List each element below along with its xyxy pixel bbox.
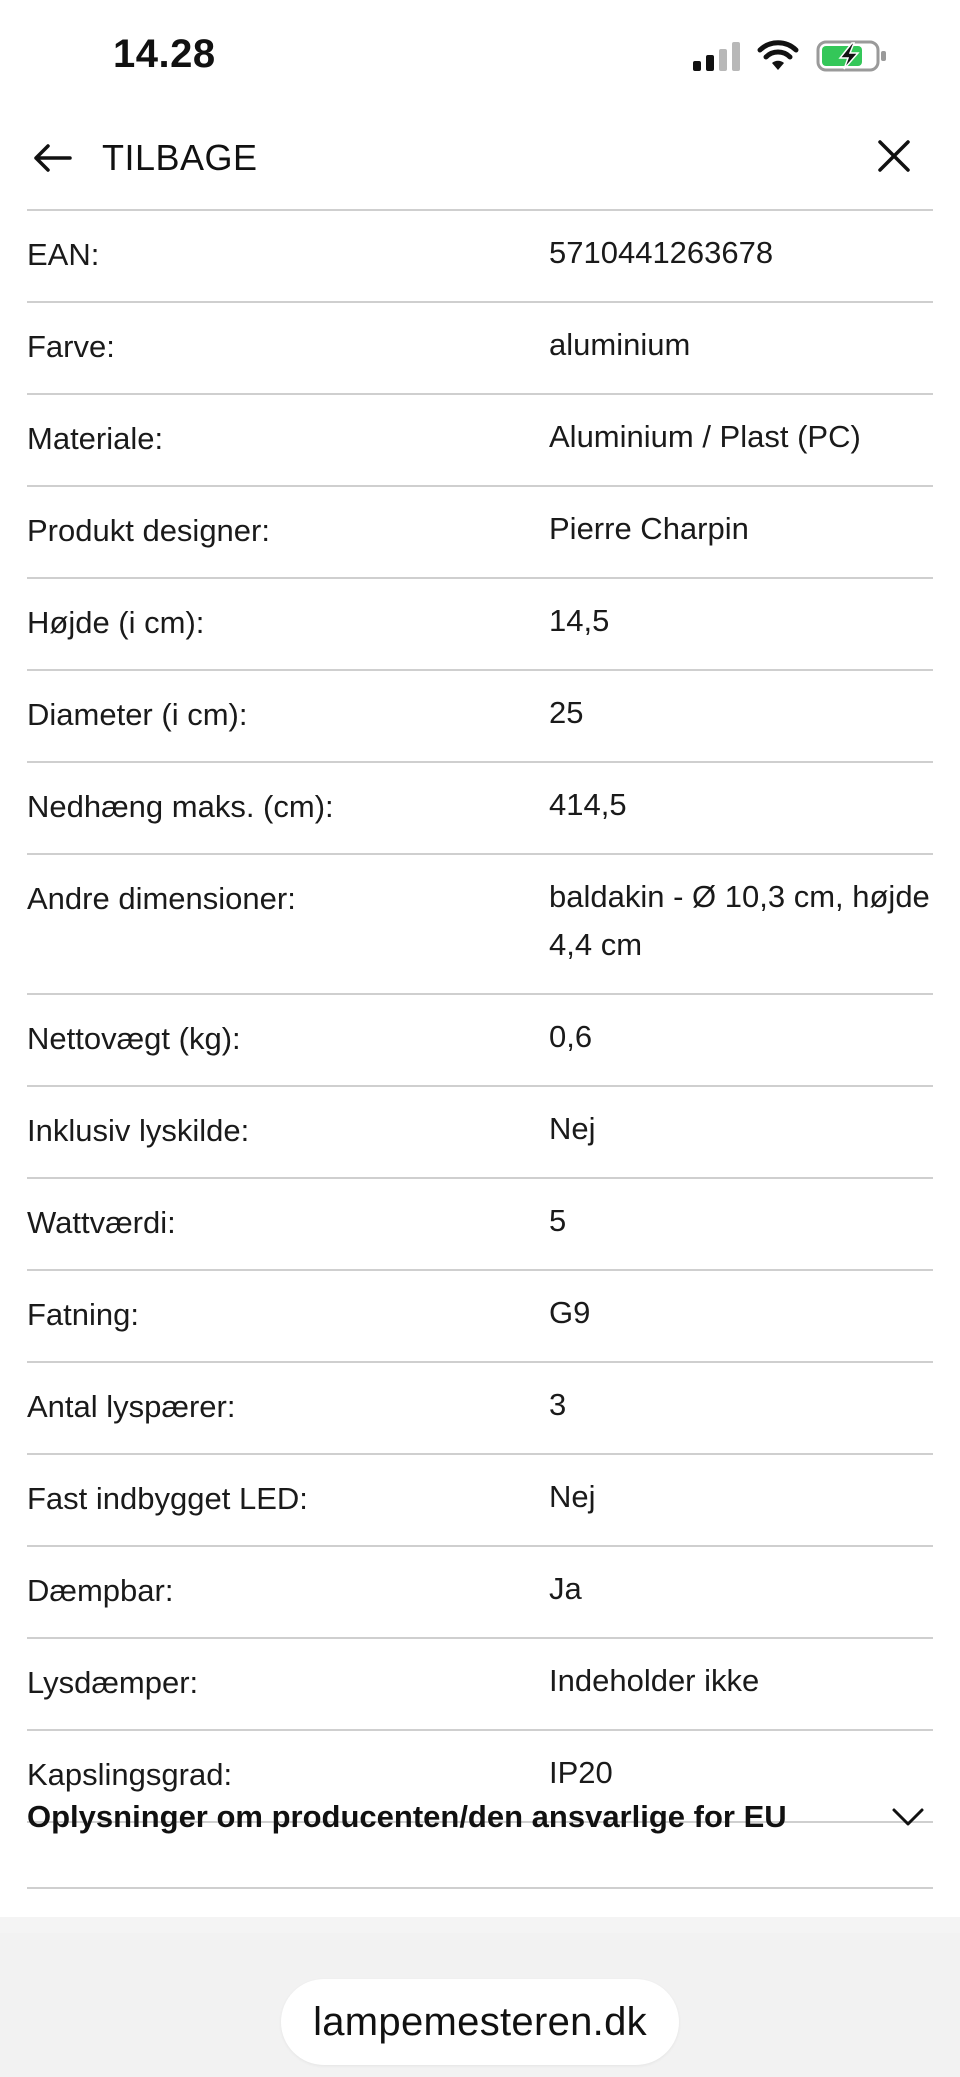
cellular-signal-icon — [693, 41, 740, 71]
chevron-down-icon — [891, 1807, 925, 1827]
spec-value: Ja — [549, 1571, 582, 1606]
spec-row-ean — [27, 211, 933, 303]
spec-label: Diameter (i cm): — [27, 697, 248, 732]
spec-row-light-source — [27, 1087, 933, 1179]
back-button[interactable] — [30, 128, 258, 188]
spec-value: 0,6 — [549, 1019, 593, 1054]
close-icon — [876, 138, 912, 174]
spec-row-socket — [27, 1271, 933, 1363]
spec-label: Fast indbygget LED: — [27, 1481, 308, 1516]
back-label: TILBAGE — [102, 137, 258, 178]
spec-label: Produkt designer: — [27, 513, 270, 548]
spec-row-color — [27, 303, 933, 395]
spec-label: Højde (i cm): — [27, 605, 205, 640]
spec-row-height — [27, 579, 933, 671]
spec-value: IP20 — [549, 1755, 613, 1790]
browser-bottom-bar — [0, 1917, 960, 2077]
spec-row-material — [27, 395, 933, 487]
spec-value: Aluminium / Plast (PC) — [549, 419, 861, 454]
spec-row-dimmer — [27, 1639, 933, 1731]
address-bar[interactable] — [281, 1979, 679, 2065]
spec-label: Farve: — [27, 329, 115, 364]
spec-row-designer — [27, 487, 933, 579]
spec-value: Nej — [549, 1479, 596, 1514]
spec-row-bulb-count — [27, 1363, 933, 1455]
spec-label: Materiale: — [27, 421, 164, 456]
manufacturer-info-accordion[interactable] — [27, 1747, 933, 1889]
spec-value: 5 — [549, 1203, 567, 1238]
status-icons — [693, 38, 888, 74]
spec-value: 25 — [549, 695, 584, 730]
spec-label: Inklusiv lyskilde: — [27, 1113, 250, 1148]
spec-row-other-dimensions — [27, 855, 933, 995]
spec-row-diameter — [27, 671, 933, 763]
close-button[interactable] — [864, 126, 924, 186]
arrow-left-icon — [30, 142, 74, 174]
spec-value: 14,5 — [549, 603, 610, 638]
wifi-icon — [756, 40, 800, 72]
spec-label: Wattværdi: — [27, 1205, 176, 1240]
spec-value: Pierre Charpin — [549, 511, 749, 546]
status-time: 14.28 — [113, 32, 216, 76]
spec-label: Lysdæmper: — [27, 1665, 199, 1700]
spec-row-built-in-led — [27, 1455, 933, 1547]
spec-label: Antal lyspærer: — [27, 1389, 236, 1424]
nav-header — [0, 110, 960, 210]
spec-value: Indeholder ikke — [549, 1663, 760, 1698]
spec-label: Fatning: — [27, 1297, 140, 1332]
spec-value: baldakin - Ø 10,3 cm, højde 4,4 cm — [549, 879, 930, 962]
accordion-title: Oplysninger om producenten/den ansvarlige for EU — [27, 1799, 787, 1834]
spec-row-wattage — [27, 1179, 933, 1271]
status-bar — [0, 0, 960, 110]
spec-value: 5710441263678 — [549, 235, 774, 270]
spec-label: Kapslingsgrad: — [27, 1757, 233, 1792]
spec-label: Andre dimensioner: — [27, 881, 296, 916]
spec-label: Nettovægt (kg): — [27, 1021, 241, 1056]
spec-value: 3 — [549, 1387, 567, 1422]
spec-row-dimmable — [27, 1547, 933, 1639]
spec-row-net-weight — [27, 995, 933, 1087]
spec-table — [27, 209, 933, 1823]
spec-value: aluminium — [549, 327, 691, 362]
spec-label: Nedhæng maks. (cm): — [27, 789, 334, 824]
spec-value: G9 — [549, 1295, 591, 1330]
battery-charging-icon — [816, 39, 888, 73]
url-text: lampemesteren.dk — [313, 1999, 647, 2044]
spec-value: Nej — [549, 1111, 596, 1146]
spec-row-max-drop — [27, 763, 933, 855]
spec-value: 414,5 — [549, 787, 627, 822]
spec-label: EAN: — [27, 237, 100, 272]
spec-label: Dæmpbar: — [27, 1573, 174, 1608]
